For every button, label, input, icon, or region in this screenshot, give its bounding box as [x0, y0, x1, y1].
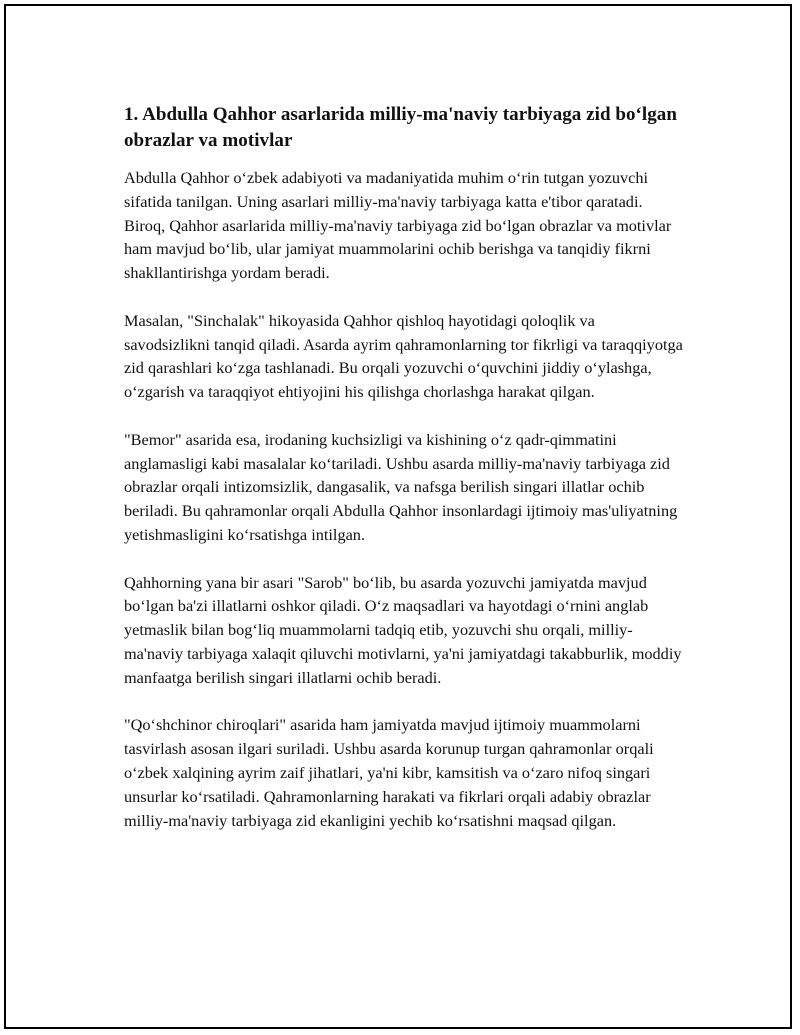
paragraph-sarob: Qahhorning yana bir asari "Sarob" bo‘lib, bu asarda yozuvchi jamiyatda mavjud bo‘lgan ba'zi illatlarni oshkor qiladi. O‘z maqsadlari va hayotdagi o‘rnini anglab yetmaslik bilan bog‘liq muammolarni tadqiq etib, yozuvchi shu orqali, milliy-ma'naviy tarbiyaga xalaqit qiluvchi motivlarni, ya'ni jamiyatdagi takabburlik, moddiy manfaatga berilish singari illatlarni ochib beradi. [124, 572, 682, 687]
paragraph-bemor: "Bemor" asarida esa, irodaning kuchsizligi va kishining o‘z qadr-qimmatini anglamasligi kabi masalalar ko‘tariladi. Ushbu asarda milliy-ma'naviy tarbiyaga zid obrazlar orqali intizomsizlik, dangasalik, va nafsga berilish singari illatlar ochib beriladi. Bu qahramonlar orqali Abdulla Qahhor insonlardagi ijtimoiy mas'uliyatning yetishmasligini ko‘rsatishga intilgan. [124, 429, 678, 544]
page-frame [4, 4, 792, 1029]
paragraph-sinchalak: Masalan, "Sinchalak" hikoyasida Qahhor qishloq hayotidagi qoloqlik va savodsizlikni tanqid qiladi. Asarda ayrim qahramonlarning tor fikrligi va taraqqiyotga zid qarashlari ko‘zga tashlanadi. Bu orqali yozuvchi o‘quvchini jiddiy o‘ylashga, o‘zgarish va taraqqiyot ehtiyojini his qilishga chorlashga harakat qilgan. [124, 310, 683, 402]
section-heading: 1. Abdulla Qahhor asarlarida milliy-ma'naviy tarbiyaga zid bo‘lgan obrazlar va motivlar [124, 104, 677, 151]
paragraph-qoshchinor: "Qo‘shchinor chiroqlari" asarida ham jamiyatda mavjud ijtimoiy muammolarni tasvirlash asosan ilgari suriladi. Ushbu asarda korunup turgan qahramonlar orqali o‘zbek xalqining ayrim zaif jihatlari, ya'ni kibr, kamsitish va o‘zaro nifoq singari unsurlar ko‘rsatiladi. Qahramonlarning harakati va fikrlari orqali adabiy obrazlar milliy-ma'naviy tarbiyaga zid ekanligini yechib ko‘rsatishni maqsad qilgan. [124, 715, 654, 830]
document-body [124, 102, 684, 832]
paragraph-intro: Abdulla Qahhor o‘zbek adabiyoti va madaniyatida muhim o‘rin tutgan yozuvchi sifatida tanilgan. Uning asarlari milliy-ma'naviy tarbiyaga katta e'tibor qaratadi. Biroq, Qahhor asarlarida milliy-ma'naviy tarbiyaga zid bo‘lgan obrazlar va motivlar ham mavjud bo‘lib, ular jamiyat muammolarini ochib berishga va tanqidiy fikrni shakllantirishga yordam beradi. [124, 168, 672, 283]
